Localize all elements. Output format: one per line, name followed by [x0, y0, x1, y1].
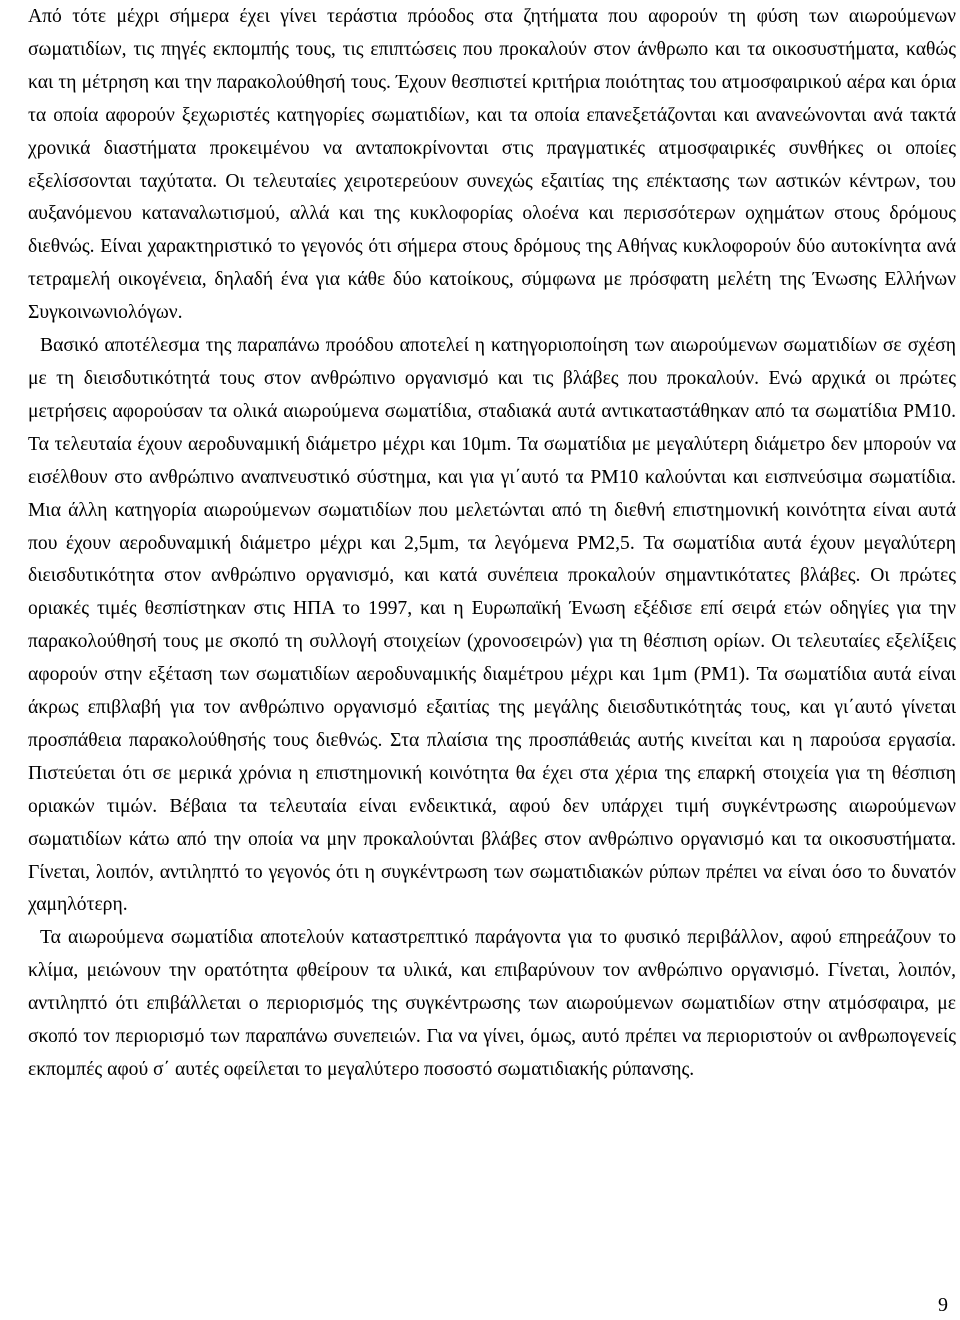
body-text: [28, 1, 956, 1087]
paragraph-1: Από τότε μέχρι σήμερα έχει γίνει τεράστια πρόοδος στα ζητήματα που αφορούν τη φύση των αιωρούμενων σωματιδίων, τις πηγές εκπομπής τους, τις επιπτώσεις που προκαλούν στον άνθρωπο και τα οικοσυστήματα, καθώς και τη μέτρηση και την παρακολούθησή τους. Έχουν θεσπιστεί κριτήρια ποιότητας του ατμοσφαιρικού αέρα και όρια τα οποία αφορούν ξεχωριστές κατηγορίες σωματιδίων, και τα οποία επανεξετάζονται και ανανεώνονται ανά τακτά χρονικά διαστήματα προκειμένου να ανταποκρίνονται στις πραγματικές ατμοσφαιρικές συνθήκες οι οποίες εξελίσσονται ταχύτατα. Οι τελευταίες χειροτερεύουν συνεχώς εξαιτίας της επέκτασης των αστικών κέντρων, του αυξανόμενου καταναλωτισμού, αλλά και της κυκλοφορίας ολοένα και περισσότερων οχημάτων στους δρόμους διεθνώς. Είναι χαρακτηριστικό το γεγονός ότι σήμερα στους δρόμους της Αθήνας κυκλοφορούν δύο αυτοκίνητα ανά τετραμελή οικογένεια, δηλαδή ένα για κάθε δύο κατοίκους, σύμφωνα με πρόσφατη μελέτη της Ένωσης Ελλήνων Συγκοινωνιολόγων.: [28, 6, 956, 324]
paragraph-2: Βασικό αποτέλεσμα της παραπάνω προόδου αποτελεί η κατηγοριοποίηση των αιωρούμενων σωματιδίων σε σχέση με τη διεισδυτικότητά τους στον ανθρώπινο οργανισμό και τις βλάβες που προκαλούν. Ενώ αρχικά οι πρώτες μετρήσεις αφορούσαν τα ολικά αιωρούμενα σωματίδια, σταδιακά αυτά αντικαταστάθηκαν από τα σωματίδια PM10. Τα τελευταία έχουν αεροδυναμική διάμετρο μέχρι και 10μm. Τα σωματίδια με μεγαλύτερη διάμετρο δεν μπορούν να εισέλθουν στο ανθρώπινο αναπνευστικό σύστημα, και για γι΄αυτό τα PM10 καλούνται και εισπνεύσιμα σωματίδια. Μια άλλη κατηγορία αιωρούμενων σωματιδίων που μελετώνται από τη διεθνή επιστημονική κοινότητα είναι αυτά που έχουν αεροδυναμική διάμετρο μέχρι και 2,5μm, τα λεγόμενα PM2,5. Τα σωματίδια αυτά έχουν μεγαλύτερη διεισδυτικότητα στον ανθρώπινο οργανισμό, και κατά συνέπεια προκαλούν σημαντικότατες βλάβες. Οι πρώτες οριακές τιμές θεσπίστηκαν στις ΗΠΑ το 1997, και η Ευρωπαϊκή Ένωση εξέδισε επί σειρά ετών οδηγίες για την παρακολούθησή τους με σκοπό τη συλλογή στοιχείων (χρονοσειρών) για τη θέσπιση ορίων. Οι τελευταίες εξελίξεις αφορούν στην εξέταση των σωματιδίων αεροδυναμικής διαμέτρου μέχρι και 1μm (PM1). Τα σωματίδια αυτά είναι άκρως επιβλαβή για τον ανθρώπινο οργανισμό εξαιτίας της μεγάλης διεισδυτικότητάς τους, και γι΄αυτό γίνεται προσπάθεια παρακολούθησής τους διεθνώς. Στα πλαίσια της προσπάθειάς αυτής κινείται και η παρούσα εργασία. Πιστεύεται ότι σε μερικά χρόνια η επιστημονική κοινότητα θα έχει στα χέρια της επαρκή στοιχεία για τη θέσπιση οριακών τιμών. Βέβαια τα τελευταία είναι ενδεικτικά, αφού δεν υπάρχει τιμή συγκέντρωσης αιωρούμενων σωματιδίων κάτω από την οποία να μην προκαλούνται βλάβες στον ανθρώπινο οργανισμό και τα οικοσυστήματα. Γίνεται, λοιπόν, αντιληπτό το γεγονός ότι η συγκέντρωση των σωματιδιακών ρύπων πρέπει να είναι όσο το δυνατόν χαμηλότερη.: [28, 335, 956, 916]
paragraph-3: Τα αιωρούμενα σωματίδια αποτελούν καταστρεπτικό παράγοντα για το φυσικό περιβάλλον, αφού επηρεάζουν το κλίμα, μειώνουν την ορατότητα φθείρουν τα υλικά, και επιβαρύνουν τον ανθρώπινο οργανισμό. Γίνεται, λοιπόν, αντιληπτό ότι επιβάλλεται ο περιορισμός της συγκέντρωσης των αιωρούμενων σωματιδίων στην ατμόσφαιρα, με σκοπό τον περιορισμό των παραπάνω συνεπειών. Για να γίνει, όμως, αυτό πρέπει να περιοριστούν οι ανθρωπογενείς εκπομπές αφού σ΄ αυτές οφείλεται το μεγαλύτερο ποσοστό σωματιδιακής ρύπανσης.: [28, 927, 956, 1080]
page-number: 9: [938, 1294, 948, 1316]
